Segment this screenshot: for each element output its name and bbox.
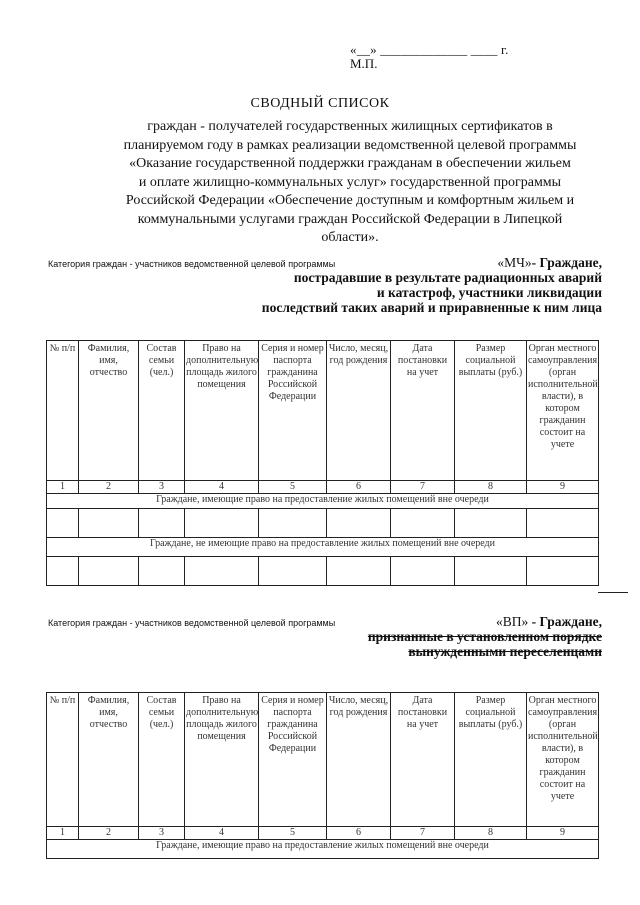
table-cell[interactable] — [527, 509, 599, 538]
section2-heading — [368, 614, 602, 659]
section2-heading-line: вынужденными переселенцами — [408, 644, 602, 659]
table-cell[interactable] — [79, 557, 139, 586]
column-header: Орган местного самоуправления (орган исполнительной власти), в котором гражданин состоит на учете — [527, 693, 599, 827]
table-cell[interactable] — [455, 557, 527, 586]
column-header: Дата постановки на учет — [391, 693, 455, 827]
table-edge-line — [598, 592, 628, 593]
row-group-header — [47, 538, 599, 557]
table-cell[interactable] — [455, 509, 527, 538]
column-number: 7 — [391, 481, 455, 494]
section1-heading-text: - Граждане, — [531, 255, 602, 270]
column-number: 6 — [327, 481, 391, 494]
stamp-place-label: М.П. — [350, 56, 378, 71]
column-header: Дата постановки на учет — [391, 341, 455, 481]
column-number-row — [47, 481, 599, 494]
section2-table — [46, 692, 599, 859]
column-header: Состав семьи (чел.) — [139, 341, 185, 481]
table-cell[interactable] — [139, 557, 185, 586]
column-header: Размер социальной выплаты (руб.) — [455, 693, 527, 827]
column-number: 2 — [79, 481, 139, 494]
column-header: № п/п — [47, 693, 79, 827]
table-cell[interactable] — [185, 557, 259, 586]
section1-heading-line: и катастроф, участники ликвидации — [376, 285, 602, 300]
subtitle-line: и оплате жилищно-коммунальных услуг» государственной программы — [138, 174, 562, 190]
column-header: Состав семьи (чел.) — [139, 693, 185, 827]
column-header: Серия и номер паспорта гражданина Российской Федерации — [259, 693, 327, 827]
column-header: Право на дополнительную площадь жилого помещения — [185, 341, 259, 481]
column-number: 8 — [455, 827, 527, 840]
subtitle-line: планируемом году в рамках реализации ведомственной целевой программы — [123, 137, 577, 153]
column-number: 5 — [259, 827, 327, 840]
column-number: 5 — [259, 481, 327, 494]
table-cell[interactable] — [391, 557, 455, 586]
column-number: 4 — [185, 827, 259, 840]
section1-code: «МЧ» — [497, 255, 532, 270]
section1-heading-line: последствий таких аварий и приравненные к ним лица — [261, 300, 602, 315]
column-number: 9 — [527, 827, 599, 840]
column-number: 1 — [47, 481, 79, 494]
column-number: 9 — [527, 481, 599, 494]
row-group-header — [47, 840, 599, 859]
column-header: Серия и номер паспорта гражданина Российской Федерации — [259, 341, 327, 481]
section2-heading-text: - Граждане, — [528, 614, 602, 629]
table-cell[interactable] — [185, 509, 259, 538]
column-number: 3 — [139, 481, 185, 494]
table-row — [47, 557, 599, 586]
table-cell[interactable] — [259, 509, 327, 538]
section1-heading — [262, 255, 602, 315]
table-cell[interactable] — [391, 509, 455, 538]
table-cell[interactable] — [47, 557, 79, 586]
column-header: Фамилия, имя, отчество — [79, 693, 139, 827]
section1-table — [46, 340, 599, 586]
column-number: 7 — [391, 827, 455, 840]
table-cell[interactable] — [327, 557, 391, 586]
row-group-label: Граждане, имеющие право на предоставление жилых помещений вне очереди — [47, 840, 599, 859]
section1-heading-line: пострадавшие в результате радиационных аварий — [293, 270, 602, 285]
table-row — [47, 509, 599, 538]
column-number: 2 — [79, 827, 139, 840]
column-header: Право на дополнительную площадь жилого помещения — [185, 693, 259, 827]
table-header-row — [47, 693, 599, 827]
column-number: 8 — [455, 481, 527, 494]
column-number: 4 — [185, 481, 259, 494]
table-cell[interactable] — [327, 509, 391, 538]
document-title: СВОДНЫЙ СПИСОК — [250, 96, 390, 111]
table-cell[interactable] — [259, 557, 327, 586]
table-header-row — [47, 341, 599, 481]
subtitle-line: Российской Федерации «Обеспечение доступным и комфортным жильем и — [125, 193, 575, 208]
row-group-label: Граждане, имеющие право на предоставление жилых помещений вне очереди — [47, 494, 599, 509]
section2-category-label: Категория граждан - участников ведомственной целевой программы — [48, 618, 336, 628]
column-number: 3 — [139, 827, 185, 840]
column-header: Орган местного самоуправления (орган исполнительной власти), в котором гражданин состоит на учете — [527, 341, 599, 481]
section1-category-label: Категория граждан - участников ведомственной целевой программы — [48, 259, 336, 269]
section2-heading-line: признанные в установленном порядке — [367, 629, 602, 644]
table-cell[interactable] — [47, 509, 79, 538]
table-cell[interactable] — [527, 557, 599, 586]
subtitle-line: «Оказание государственной поддержки гражданам в обеспечении жильем — [129, 156, 571, 171]
section2-heading-line — [368, 614, 602, 629]
row-group-label: Граждане, не имеющие право на предоставление жилых помещений вне очереди — [47, 538, 599, 557]
column-header: Фамилия, имя, отчество — [79, 341, 139, 481]
date-line: «__» _____________ ____ г. — [350, 42, 509, 57]
column-number-row — [47, 827, 599, 840]
subtitle-line: области». — [321, 230, 379, 245]
column-header: Число, месяц, год рождения — [327, 693, 391, 827]
column-header: № п/п — [47, 341, 79, 481]
subtitle-line: граждан - получателей государственных жилищных сертификатов в — [147, 119, 553, 134]
document-subtitle — [110, 118, 590, 248]
table-cell[interactable] — [139, 509, 185, 538]
section2-code: «ВП» — [495, 614, 529, 629]
column-header: Размер социальной выплаты (руб.) — [455, 341, 527, 481]
column-header: Число, месяц, год рождения — [327, 341, 391, 481]
column-number: 6 — [327, 827, 391, 840]
table-cell[interactable] — [79, 509, 139, 538]
row-group-header — [47, 494, 599, 509]
section1-heading-line — [262, 255, 602, 270]
subtitle-line: коммунальными услугами граждан Российской Федерации в Липецкой — [137, 211, 563, 227]
column-number: 1 — [47, 827, 79, 840]
